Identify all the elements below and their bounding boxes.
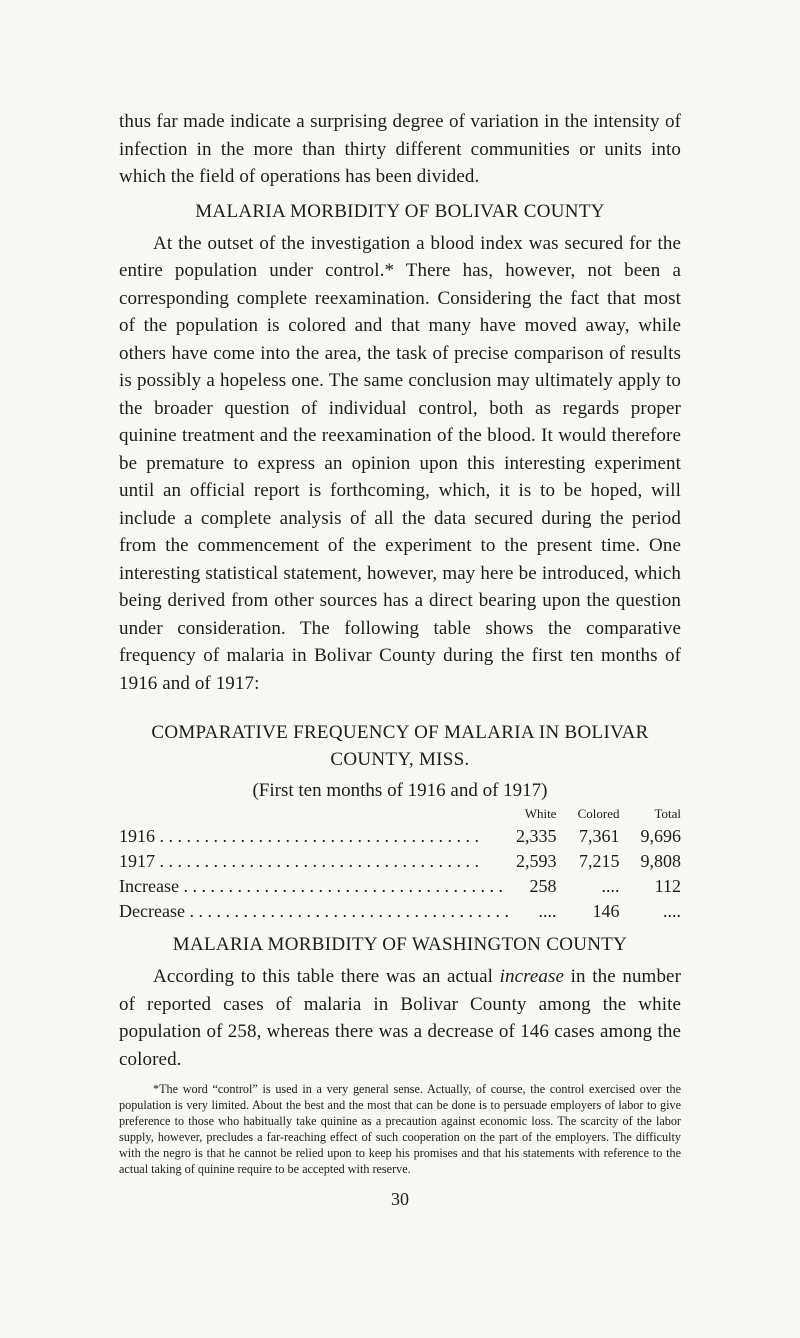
table-title — [119, 719, 681, 773]
dot-leader: . . . . . . . . . . . . . . . . . . . . . . . . . . . . . . . . . . . . — [184, 901, 509, 921]
table-row — [119, 899, 681, 924]
bolivar-paragraph: At the outset of the investigation a blood index was secured for the entire population under control.* There has, however, not been a corresponding complete reexamination. Considering the fact that most of the population is colored and that many have moved away, while others have come into the area, the task of precise comparison of results is possibly a hopeless one. The same conclusion may ultimately apply to the broader question of individual control, both as regards proper quinine treatment and the reexamination of the blood. It would therefore be premature to express an opinion upon this interesting experiment until an official report is forthcoming, which, it is to be hoped, will include a complete analysis of all the data secured during the period from the commencement of the experiment to the present time. One interesting statistical statement, however, may here be introduced, which being derived from other sources has a direct bearing upon the question under consideration. The following table shows the comparative frequency of malaria in Bolivar County during the first ten months of 1916 and of 1917: — [119, 232, 681, 694]
paragraph-text-end: in the number of reported cases of malaria in Bolivar County among the white population of 258, whereas there was a decrease of 146 cases among the colored. — [119, 966, 682, 1070]
table-subtitle: (First ten months of 1916 and of 1917) — [252, 780, 548, 801]
cell-colored: 7,215 — [578, 851, 620, 871]
cell-colored: 7,361 — [578, 826, 620, 846]
header-white: White — [524, 806, 557, 821]
dot-leader: . . . . . . . . . . . . . . . . . . . . . . . . . . . . . . . . . . . . — [155, 851, 479, 871]
malaria-frequency-table — [119, 806, 681, 924]
bolivar-section-heading: MALARIA MORBIDITY OF BOLIVAR COUNTY — [195, 200, 605, 222]
header-total: Total — [654, 806, 681, 821]
comparison-table-block — [119, 719, 681, 924]
footnote: *The word “control” is used in a very general sense. Actually, of course, the control exercised over the population is very limited. About the best and the most that can be done is to persuade employers of labor to give preference to those who habitually take quinine as a precaution against economic loss. The scarcity of the labor supply, however, precludes a far-reaching effect of such cooperation on the part of the employers. The difficulty with the negro is that he cannot be relied upon to keep his promises and that his statements with reference to the actual taking of quinine require to be accepted with reserve. — [119, 1082, 681, 1176]
cell-white: .... — [538, 901, 557, 921]
dot-leader: . . . . . . . . . . . . . . . . . . . . . . . . . . . . . . . . . . . . — [178, 876, 503, 896]
row-label-text: Decrease — [119, 901, 185, 921]
paragraph-text-start: According to this table there was an actual — [153, 966, 500, 987]
header-blank — [119, 806, 509, 824]
washington-paragraph — [119, 963, 681, 1073]
opening-paragraph: thus far made indicate a surprising degree of variation in the intensity of infection in the more than thirty different communities or units into which the field of operations has been divided. — [119, 111, 681, 187]
table-title-line-1: COMPARATIVE FREQUENCY OF MALARIA IN BOLIVAR — [151, 722, 649, 743]
cell-colored: .... — [601, 876, 620, 896]
row-label-text: Increase — [119, 876, 179, 896]
table-header-row — [119, 806, 681, 824]
cell-white: 258 — [529, 876, 557, 896]
row-label — [119, 824, 509, 849]
row-label — [119, 874, 509, 899]
table-row — [119, 874, 681, 899]
washington-section-heading: MALARIA MORBIDITY OF WASHINGTON COUNTY — [172, 934, 628, 955]
row-label — [119, 899, 509, 924]
emphasized-word: increase — [499, 966, 565, 987]
header-colored: Colored — [577, 806, 620, 821]
dot-leader: . . . . . . . . . . . . . . . . . . . . . . . . . . . . . . . . . . . . — [155, 826, 479, 846]
cell-total: 9,696 — [640, 826, 681, 846]
cell-total: .... — [663, 901, 681, 921]
table-row — [119, 824, 681, 849]
page-number: 30 — [391, 1189, 409, 1210]
cell-total: 9,808 — [640, 851, 681, 871]
row-label-text: 1917 — [119, 851, 155, 871]
document-page — [119, 108, 681, 1210]
table-title-line-2: COUNTY, MISS. — [330, 749, 470, 770]
row-label-text: 1916 — [119, 826, 155, 846]
row-label — [119, 849, 509, 874]
cell-colored: 146 — [592, 901, 620, 921]
cell-white: 2,335 — [515, 826, 557, 846]
cell-white: 2,593 — [515, 851, 557, 871]
table-row — [119, 849, 681, 874]
cell-total: 112 — [654, 876, 681, 896]
